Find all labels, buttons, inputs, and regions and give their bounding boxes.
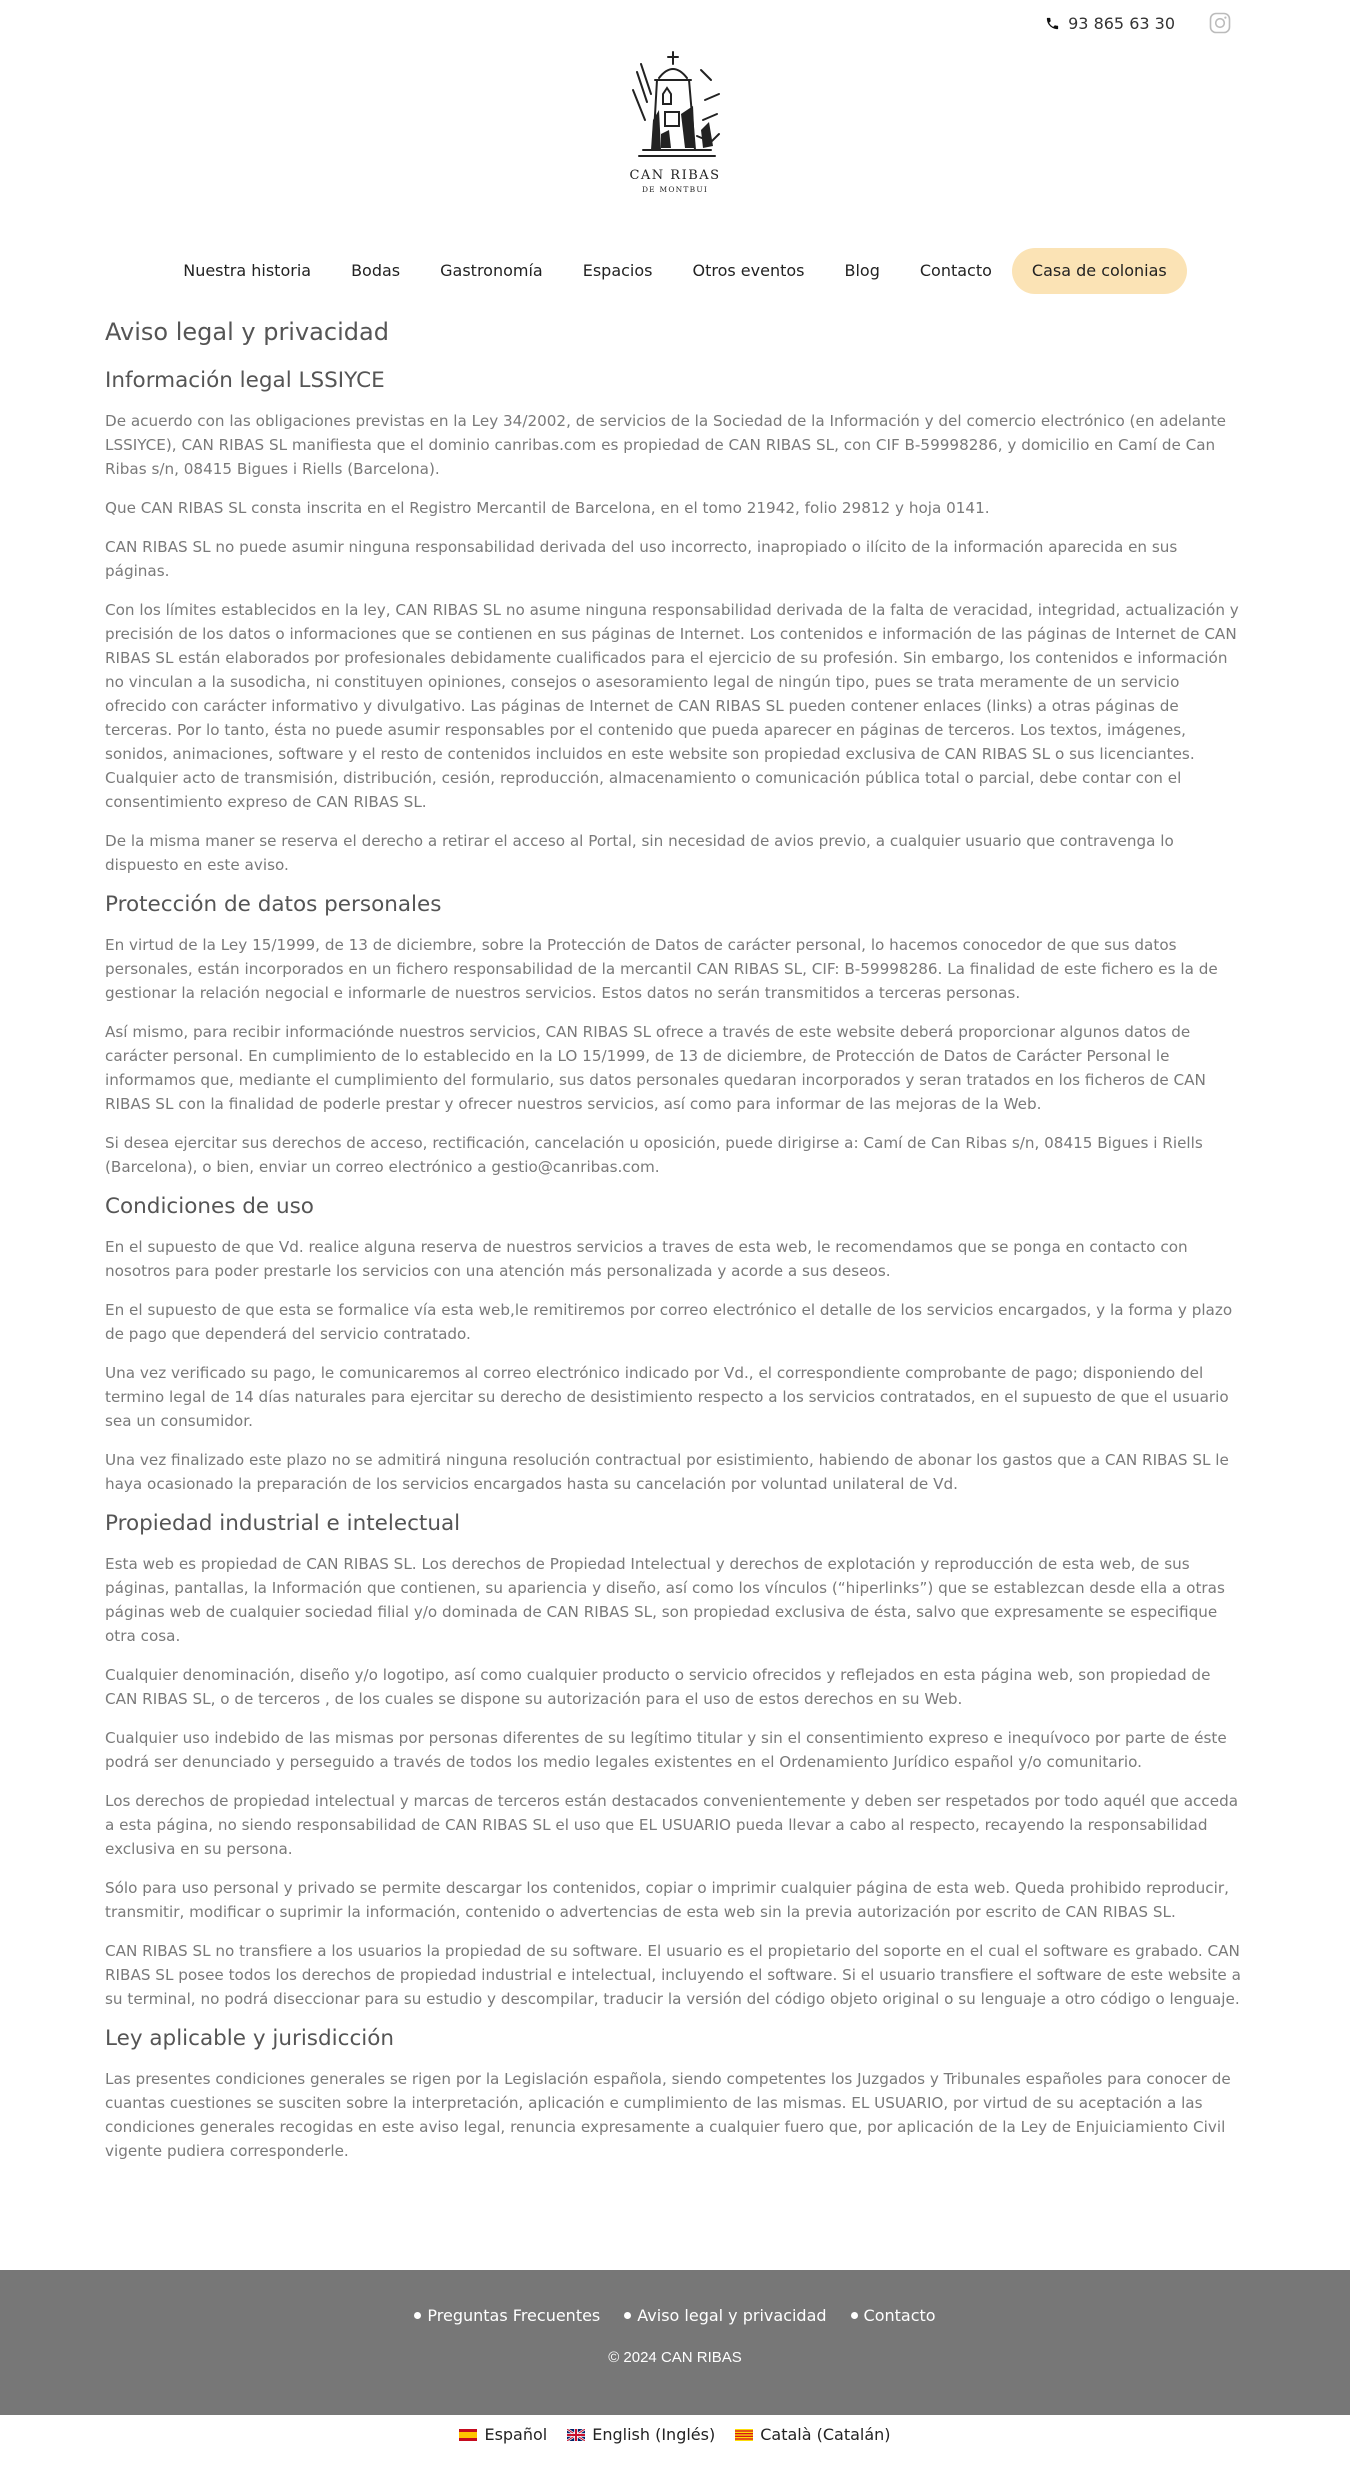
nav-otros-eventos[interactable]: Otros eventos — [692, 261, 805, 280]
spain-flag-icon — [459, 2429, 477, 2441]
logo-subtitle: DE MONTBUI — [641, 185, 709, 194]
footer-links — [0, 2306, 1350, 2325]
footer-link-faq[interactable] — [414, 2306, 600, 2325]
section-heading: Información legal LSSIYCE — [105, 368, 385, 393]
paragraph: Una vez finalizado este plazo no se admitirá ninguna resolución contractual por esistimiento, habiendo de abonar los gastos que a CAN RIBAS SL le haya ocasionado la preparación de los servicios encargados hasta su cancelación por voluntad unilateral de Vd. — [105, 1451, 1229, 1493]
paragraph: En virtud de la Ley 15/1999, de 13 de diciembre, sobre la Protección de Datos de carácter personal, lo hacemos conocedor de que sus datos personales, están incorporados en un fichero responsabilidad de la mercantil CAN RIBAS SL, CIF: B-59998286. La finalidad de este fichero es la de gestionar la relación negocial e informarle de nuestros servicios. Estos datos no serán transmitidos a terceras personas. — [105, 936, 1218, 1002]
section-proteccion-datos — [105, 892, 1245, 1179]
nav-gastronomia[interactable]: Gastronomía — [440, 261, 543, 280]
page-title: Aviso legal y privacidad — [105, 318, 389, 346]
phone-link[interactable] — [1045, 14, 1175, 33]
section-heading: Propiedad industrial e intelectual — [105, 1511, 461, 1536]
lang-label: Català (Catalán) — [760, 2425, 891, 2444]
paragraph: Cualquier denominación, diseño y/o logotipo, así como cualquier producto o servicio ofrecidos y reflejados en esta página web, son propiedad de CAN RIBAS SL, o de terceros , de los cuales se dispone su autorización para el uso de estos derechos en su Web. — [105, 1666, 1211, 1708]
bullet-icon — [624, 2312, 631, 2319]
footer-link-aviso-legal[interactable] — [624, 2306, 826, 2325]
paragraph: Con los límites establecidos en la ley, CAN RIBAS SL no asume ninguna responsabilidad derivada de la falta de veracidad, integridad, actualización y precisión de los datos o informaciones que se contienen en sus páginas de Internet. Los contenidos e información de las páginas de Internet de CAN RIBAS SL están elaborados por profesionales debidamente cualificados para el ejercicio de su profesión. Sin embargo, los contenidos e información no vinculan a la susodicha, ni constituyen opiniones, consejos o asesoramiento legal de ningún tipo, pues se trata meramente de un servicio ofrecido con carácter informativo y divulgativo. Las páginas de Internet de CAN RIBAS SL pueden contener enlaces (links) a otras páginas de terceras. Por lo tanto, ésta no puede asumir responsables por el contenido que pueda aparecer en páginas de terceros. Los textos, imágenes, sonidos, animaciones, software y el resto de contenidos incluidos en este website son propiedad exclusiva de CAN RIBAS SL o sus licenciantes. Cualquier acto de transmisión, distribución, cesión, reproducción, almacenamiento o comunicación pública total o parcial, debe contar con el consentimiento expreso de CAN RIBAS SL. — [105, 601, 1239, 811]
footer-link-label: Preguntas Frecuentes — [427, 2306, 601, 2325]
footer-link-label: Contacto — [863, 2306, 936, 2325]
lang-label: Español — [484, 2425, 548, 2444]
nav-blog[interactable]: Blog — [844, 261, 880, 280]
instagram-icon[interactable] — [1208, 11, 1232, 35]
nav-nuestra-historia[interactable]: Nuestra historia — [183, 261, 312, 280]
section-condiciones-uso — [105, 1194, 1245, 1496]
footer-link-contacto[interactable] — [851, 2306, 936, 2325]
bullet-icon — [851, 2312, 858, 2319]
phone-number: 93 865 63 30 — [1068, 14, 1175, 33]
section-heading: Condiciones de uso — [105, 1194, 314, 1219]
footer-link-label: Aviso legal y privacidad — [637, 2306, 827, 2325]
paragraph: Una vez verificado su pago, le comunicaremos al correo electrónico indicado por Vd., el correspondiente comprobante de pago; disponiendo del termino legal de 14 días naturales para ejercitar su derecho de desistimiento respecto a los servicios contratados, en el supuesto de que el usuario sea un consumidor. — [105, 1364, 1229, 1430]
paragraph: De acuerdo con las obligaciones previstas en la Ley 34/2002, de servicios de la Sociedad de la Información y del comercio electrónico (en adelante LSSIYCE), CAN RIBAS SL manifiesta que el dominio canribas.com es propiedad de CAN RIBAS SL, con CIF B-59998286, y domicilio en Camí de Can Ribas s/n, 08415 Bigues i Riells (Barcelona). — [105, 412, 1227, 478]
paragraph: En el supuesto de que Vd. realice alguna reserva de nuestros servicios a traves de esta web, le recomendamos que se ponga en contacto con nosotros para poder prestarle los servicios con una atención más personalizada y acorde a sus deseos. — [105, 1238, 1188, 1280]
nav-espacios[interactable]: Espacios — [582, 261, 653, 280]
section-heading: Ley aplicable y jurisdicción — [105, 2026, 395, 2051]
paragraph: Así mismo, para recibir informaciónde nuestros servicios, CAN RIBAS SL ofrece a través de este website deberá proporcionar algunos datos de carácter personal. En cumplimiento de lo establecido en la LO 15/1999, de 13 de diciembre, de Protección de Datos de Carácter Personal le informamos que, mediante el cumplimiento del formulario, sus datos personales quedaran incorporados y seran tratados en los ficheros de CAN RIBAS SL con la finalidad de poderle prestar y ofrecer nuestros servicios, así como para informar de las mejoras de la Web. — [105, 1023, 1206, 1113]
paragraph: Las presentes condiciones generales se rigen por la Legislación española, siendo competentes los Juzgados y Tribunales españoles para conocer de cuantas cuestiones se susciten sobre la interpretación, aplicación e cumplimiento de las mismas. EL USUARIO, por virtud de su aceptación a las condiciones generales recogidas en este aviso legal, renuncia expresamente a cualquier fuero que, por aplicación de la Ley de Enjuiciamiento Civil vigente pudiera corresponderle. — [105, 2070, 1231, 2160]
paragraph: Esta web es propiedad de CAN RIBAS SL. Los derechos de Propiedad Intelectual y derechos de explotación y reproducción de esta web, de sus páginas, pantallas, la Información que contienen, su apariencia y diseño, así como los vínculos (“hiperlinks”) que se establezcan desde ella a otras páginas web de cualquier sociedad filial y/o dominada de CAN RIBAS SL, son propiedad exclusiva de ésta, salvo que expresamente se especifique otra cosa. — [105, 1555, 1225, 1645]
paragraph: Que CAN RIBAS SL consta inscrita en el Registro Mercantil de Barcelona, en el tomo 21942, folio 29812 y hoja 0141. — [105, 499, 990, 517]
paragraph: Sólo para uso personal y privado se permite descargar los contenidos, copiar o imprimir cualquier página de esta web. Queda prohibido reproducir, transmitir, modificar o suprimir la información, contenido o advertencias de esta web sin la previa autorización por escrito de CAN RIBAS SL. — [105, 1879, 1229, 1921]
lang-es[interactable] — [459, 2425, 547, 2444]
legal-content — [105, 318, 1245, 2178]
bullet-icon — [414, 2312, 421, 2319]
paragraph: CAN RIBAS SL no puede asumir ninguna responsabilidad derivada del uso incorrecto, inapropiado o ilícito de la información aparecida en sus páginas. — [105, 538, 1178, 580]
paragraph: Si desea ejercitar sus derechos de acceso, rectificación, cancelación u oposición, puede dirigirse a: Camí de Can Ribas s/n, 08415 Bigues i Riells (Barcelona), o bien, enviar un correo electrónico a gestio@canribas.com. — [105, 1134, 1203, 1176]
phone-icon — [1045, 16, 1060, 31]
nav-contacto[interactable]: Contacto — [919, 261, 992, 280]
language-switcher — [0, 2425, 1350, 2444]
paragraph: En el supuesto de que esta se formalice vía esta web,le remitiremos por correo electrónico el detalle de los servicios encargados, y la forma y plazo de pago que dependerá del servicio contratado. — [105, 1301, 1233, 1343]
catalonia-flag-icon — [735, 2429, 753, 2441]
paragraph: Cualquier uso indebido de las mismas por personas diferentes de su legítimo titular y sin el consentimiento expreso e inequívoco por parte de éste podrá ser denunciado y perseguido a través de todos los medio legales existentes en el Ordenamiento Jurídico español y/o comunitario. — [105, 1729, 1227, 1771]
lang-en[interactable] — [567, 2425, 715, 2444]
church-illustration — [615, 50, 735, 168]
section-lssiyce — [105, 368, 1245, 877]
nav-bodas[interactable]: Bodas — [351, 261, 401, 280]
main-nav — [0, 248, 1350, 294]
copyright: © 2024 CAN RIBAS — [608, 2349, 742, 2366]
site-logo[interactable] — [615, 50, 735, 202]
paragraph: De la misma maner se reserva el derecho a retirar el acceso al Portal, sin necesidad de avios previo, a cualquier usuario que contravenga lo dispuesto en este aviso. — [105, 832, 1174, 874]
logo-name: CAN RIBAS — [629, 168, 721, 183]
lang-ca[interactable] — [735, 2425, 890, 2444]
nav-casa-de-colonias[interactable]: Casa de colonias — [1012, 248, 1187, 294]
section-propiedad-intelectual — [105, 1511, 1245, 2011]
logo-text — [615, 168, 735, 194]
top-bar — [0, 0, 1350, 48]
site-footer — [0, 2270, 1350, 2415]
section-heading: Protección de datos personales — [105, 892, 442, 917]
lang-label: English (Inglés) — [592, 2425, 716, 2444]
paragraph: CAN RIBAS SL no transfiere a los usuarios la propiedad de su software. El usuario es el propietario del soporte en el cual el software es grabado. CAN RIBAS SL posee todos los derechos de propiedad industrial e intelectual, incluyendo el software. Si el usuario transfiere el software de este website a su terminal, no podrá diseccionar para su estudio y descompilar, traducir la versión del código objeto original o su lenguaje a otro código o lenguaje. — [105, 1942, 1241, 2008]
section-ley-aplicable — [105, 2026, 1245, 2163]
paragraph: Los derechos de propiedad intelectual y marcas de terceros están destacados convenientemente y deben ser respetados por todo aquél que acceda a esta página, no siendo responsabilidad de CAN RIBAS SL el uso que EL USUARIO pueda llevar a cabo al respecto, recayendo la responsabilidad exclusiva en su persona. — [105, 1792, 1239, 1858]
uk-flag-icon — [567, 2429, 585, 2441]
